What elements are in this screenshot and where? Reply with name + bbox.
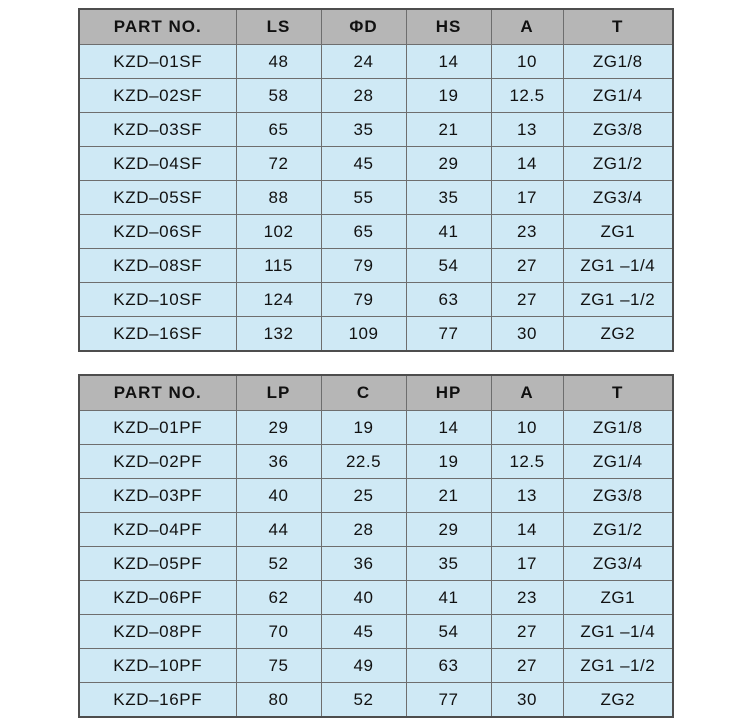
- table-row: [79, 615, 673, 649]
- cell-hp: 14: [406, 411, 491, 445]
- cell-part-no: KZD–03SF: [79, 113, 236, 147]
- cell-hp: 35: [406, 547, 491, 581]
- cell-t: ZG1/8: [563, 411, 673, 445]
- cell-hs: 14: [406, 45, 491, 79]
- cell-phi-d: 28: [321, 79, 406, 113]
- cell-t: ZG2: [563, 317, 673, 352]
- table-row: [79, 445, 673, 479]
- cell-c: 40: [321, 581, 406, 615]
- cell-part-no: KZD–16SF: [79, 317, 236, 352]
- cell-part-no: KZD–04PF: [79, 513, 236, 547]
- table-row: [79, 649, 673, 683]
- cell-t: ZG1 –1/2: [563, 283, 673, 317]
- column-header-t: T: [563, 375, 673, 411]
- cell-hs: 21: [406, 113, 491, 147]
- cell-a: 23: [491, 581, 563, 615]
- cell-phi-d: 24: [321, 45, 406, 79]
- cell-part-no: KZD–10PF: [79, 649, 236, 683]
- cell-part-no: KZD–06SF: [79, 215, 236, 249]
- column-header-a: A: [491, 9, 563, 45]
- cell-a: 27: [491, 615, 563, 649]
- table-row: [79, 581, 673, 615]
- column-header-phi-d: ΦD: [321, 9, 406, 45]
- cell-c: 49: [321, 649, 406, 683]
- cell-hp: 77: [406, 683, 491, 718]
- cell-phi-d: 45: [321, 147, 406, 181]
- cell-c: 36: [321, 547, 406, 581]
- cell-part-no: KZD–10SF: [79, 283, 236, 317]
- cell-a: 13: [491, 113, 563, 147]
- cell-hp: 21: [406, 479, 491, 513]
- cell-part-no: KZD–03PF: [79, 479, 236, 513]
- table-row: [79, 79, 673, 113]
- cell-lp: 80: [236, 683, 321, 718]
- table-row: [79, 411, 673, 445]
- cell-ls: 124: [236, 283, 321, 317]
- cell-ls: 88: [236, 181, 321, 215]
- cell-hs: 54: [406, 249, 491, 283]
- table-row: [79, 249, 673, 283]
- cell-c: 19: [321, 411, 406, 445]
- cell-part-no: KZD–01SF: [79, 45, 236, 79]
- cell-lp: 44: [236, 513, 321, 547]
- cell-hs: 29: [406, 147, 491, 181]
- column-header-c: C: [321, 375, 406, 411]
- cell-a: 27: [491, 649, 563, 683]
- cell-t: ZG3/8: [563, 113, 673, 147]
- cell-phi-d: 109: [321, 317, 406, 352]
- column-header-part-no: PART NO.: [79, 9, 236, 45]
- cell-hs: 77: [406, 317, 491, 352]
- table-row: [79, 181, 673, 215]
- cell-part-no: KZD–16PF: [79, 683, 236, 718]
- cell-t: ZG1 –1/2: [563, 649, 673, 683]
- cell-part-no: KZD–08PF: [79, 615, 236, 649]
- cell-t: ZG3/8: [563, 479, 673, 513]
- cell-hp: 63: [406, 649, 491, 683]
- cell-hs: 63: [406, 283, 491, 317]
- column-header-hp: HP: [406, 375, 491, 411]
- cell-phi-d: 35: [321, 113, 406, 147]
- cell-hs: 19: [406, 79, 491, 113]
- column-header-lp: LP: [236, 375, 321, 411]
- cell-c: 25: [321, 479, 406, 513]
- cell-c: 28: [321, 513, 406, 547]
- table-row: [79, 147, 673, 181]
- cell-ls: 102: [236, 215, 321, 249]
- cell-lp: 70: [236, 615, 321, 649]
- table-row: [79, 113, 673, 147]
- cell-lp: 52: [236, 547, 321, 581]
- cell-a: 12.5: [491, 79, 563, 113]
- cell-t: ZG1/2: [563, 513, 673, 547]
- table-row: [79, 45, 673, 79]
- cell-a: 10: [491, 411, 563, 445]
- cell-t: ZG1: [563, 215, 673, 249]
- table-row: [79, 683, 673, 718]
- cell-a: 14: [491, 147, 563, 181]
- cell-t: ZG1/4: [563, 445, 673, 479]
- table-row: [79, 215, 673, 249]
- cell-t: ZG1 –1/4: [563, 615, 673, 649]
- column-header-a: A: [491, 375, 563, 411]
- table-header-row: [79, 375, 673, 411]
- spec-table-pf: [78, 374, 674, 718]
- cell-t: ZG1/8: [563, 45, 673, 79]
- column-header-hs: HS: [406, 9, 491, 45]
- cell-part-no: KZD–04SF: [79, 147, 236, 181]
- table-row: [79, 479, 673, 513]
- cell-lp: 40: [236, 479, 321, 513]
- cell-c: 22.5: [321, 445, 406, 479]
- cell-a: 27: [491, 283, 563, 317]
- cell-t: ZG1: [563, 581, 673, 615]
- cell-phi-d: 55: [321, 181, 406, 215]
- cell-lp: 62: [236, 581, 321, 615]
- cell-phi-d: 79: [321, 283, 406, 317]
- cell-ls: 115: [236, 249, 321, 283]
- cell-part-no: KZD–05SF: [79, 181, 236, 215]
- cell-a: 14: [491, 513, 563, 547]
- cell-a: 30: [491, 317, 563, 352]
- cell-a: 23: [491, 215, 563, 249]
- column-header-ls: LS: [236, 9, 321, 45]
- cell-part-no: KZD–02PF: [79, 445, 236, 479]
- cell-a: 12.5: [491, 445, 563, 479]
- cell-a: 17: [491, 181, 563, 215]
- cell-ls: 65: [236, 113, 321, 147]
- cell-hp: 54: [406, 615, 491, 649]
- table-row: [79, 547, 673, 581]
- cell-t: ZG2: [563, 683, 673, 718]
- cell-a: 10: [491, 45, 563, 79]
- cell-part-no: KZD–06PF: [79, 581, 236, 615]
- cell-phi-d: 65: [321, 215, 406, 249]
- cell-t: ZG1/2: [563, 147, 673, 181]
- column-header-t: T: [563, 9, 673, 45]
- column-header-part-no: PART NO.: [79, 375, 236, 411]
- cell-t: ZG1/4: [563, 79, 673, 113]
- cell-t: ZG1 –1/4: [563, 249, 673, 283]
- cell-part-no: KZD–05PF: [79, 547, 236, 581]
- cell-ls: 132: [236, 317, 321, 352]
- cell-c: 45: [321, 615, 406, 649]
- cell-ls: 58: [236, 79, 321, 113]
- cell-ls: 72: [236, 147, 321, 181]
- cell-lp: 36: [236, 445, 321, 479]
- cell-hp: 19: [406, 445, 491, 479]
- cell-t: ZG3/4: [563, 181, 673, 215]
- cell-hs: 35: [406, 181, 491, 215]
- table-row: [79, 283, 673, 317]
- cell-hs: 41: [406, 215, 491, 249]
- table-header-row: [79, 9, 673, 45]
- cell-hp: 29: [406, 513, 491, 547]
- cell-ls: 48: [236, 45, 321, 79]
- cell-a: 30: [491, 683, 563, 718]
- cell-a: 17: [491, 547, 563, 581]
- table-row: [79, 317, 673, 352]
- cell-lp: 75: [236, 649, 321, 683]
- cell-part-no: KZD–01PF: [79, 411, 236, 445]
- cell-c: 52: [321, 683, 406, 718]
- spec-table-sf: [78, 8, 674, 352]
- cell-a: 13: [491, 479, 563, 513]
- cell-part-no: KZD–08SF: [79, 249, 236, 283]
- cell-hp: 41: [406, 581, 491, 615]
- cell-phi-d: 79: [321, 249, 406, 283]
- cell-lp: 29: [236, 411, 321, 445]
- cell-a: 27: [491, 249, 563, 283]
- table-row: [79, 513, 673, 547]
- cell-t: ZG3/4: [563, 547, 673, 581]
- cell-part-no: KZD–02SF: [79, 79, 236, 113]
